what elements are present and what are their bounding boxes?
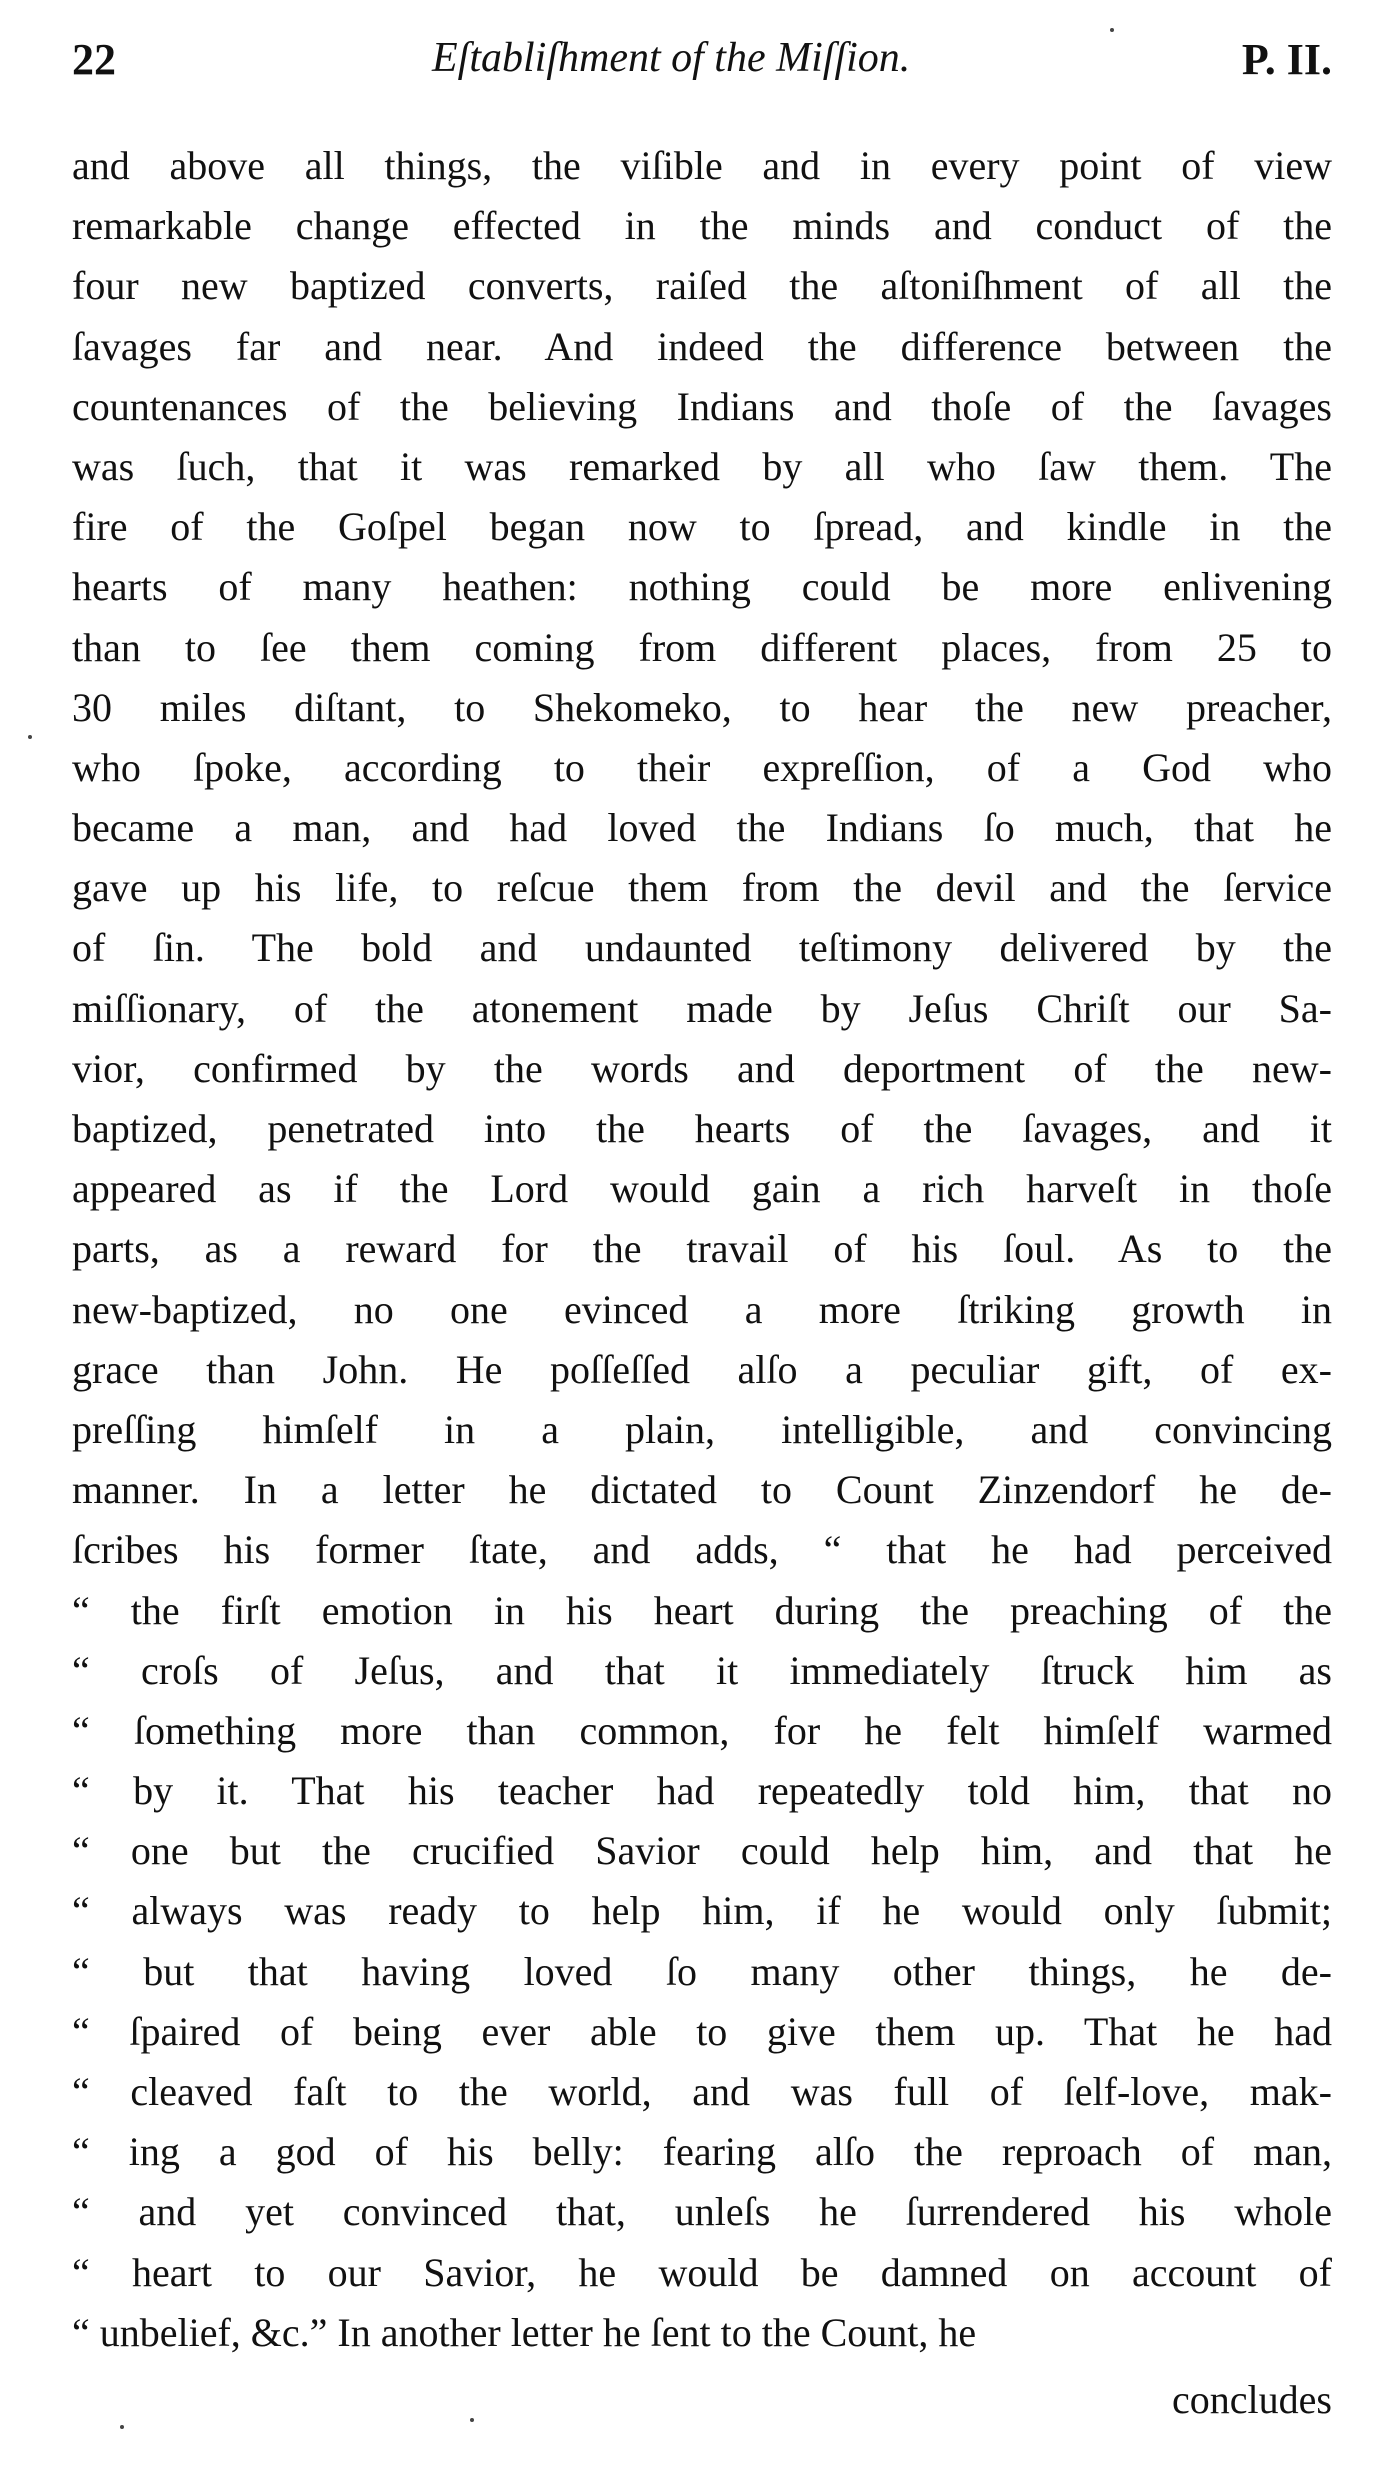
text-line: than to ſee them coming from different places, from 25 to <box>72 624 1332 670</box>
text-line: hearts of many heathen: nothing could be more enlivening <box>72 564 1332 610</box>
text-line: of ſin. The bold and undaunted teſtimony delivered by the <box>72 925 1332 971</box>
text-line: appeared as if the Lord would gain a rich harveſt in thoſe <box>72 1166 1332 1212</box>
text-line: 30 miles diſtant, to Shekomeko, to hear the new preacher, <box>72 684 1332 730</box>
text-line: grace than John. He poſſeſſed alſo a peculiar gift, of ex- <box>72 1346 1332 1392</box>
paper-speck <box>1110 28 1114 32</box>
catchword: concludes <box>1172 2377 1332 2422</box>
text-line: and above all things, the viſible and in every point of view <box>72 143 1332 188</box>
text-line: “ but that having loved ſo many other things, he de- <box>72 1948 1332 1994</box>
text-line: “ unbelief, &c.” In another letter he ſent to the Count, he <box>72 2309 977 2355</box>
text-line: “ and yet convinced that, unleſs he ſurrendered his whole <box>72 2189 1332 2235</box>
text-line: countenances of the believing Indians and thoſe of the ſavages <box>72 383 1332 429</box>
text-line: fire of the Goſpel began now to ſpread, and kindle in the <box>72 504 1332 550</box>
text-line: was ſuch, that it was remarked by all who ſaw them. The <box>72 443 1332 489</box>
text-line: “ ſpaired of being ever able to give them up. That he had <box>72 2008 1332 2054</box>
running-title: Eſtabliſhment of the Miſſion. <box>432 35 911 81</box>
text-line: “ ſomething more than common, for he felt himſelf warmed <box>72 1707 1332 1753</box>
paper-speck <box>120 2425 124 2429</box>
text-line: ſavages far and near. And indeed the difference between the <box>72 323 1332 369</box>
text-line: parts, as a reward for the travail of his ſoul. As to the <box>72 1226 1332 1272</box>
part-label: P. II. <box>1241 35 1332 84</box>
text-line: “ always was ready to help him, if he would only ſubmit; <box>72 1888 1332 1934</box>
text-line: “ croſs of Jeſus, and that it immediately ſtruck him as <box>72 1647 1332 1693</box>
text-line: gave up his life, to reſcue them from the devil and the ſervice <box>72 865 1332 911</box>
text-line: manner. In a letter he dictated to Count Zinzendorf he de- <box>72 1467 1332 1513</box>
text-line: miſſionary, of the atonement made by Jeſus Chriſt our Sa- <box>72 985 1332 1031</box>
text-line: vior, confirmed by the words and deportment of the new- <box>72 1045 1332 1091</box>
page-header <box>72 34 1332 104</box>
page-number: 22 <box>72 35 116 84</box>
text-line: “ by it. That his teacher had repeatedly told him, that no <box>72 1768 1332 1814</box>
text-line: “ the firſt emotion in his heart during the preaching of the <box>72 1587 1332 1633</box>
text-line: who ſpoke, according to their expreſſion, of a God who <box>72 744 1332 790</box>
text-line: preſſing himſelf in a plain, intelligible, and convincing <box>72 1406 1332 1452</box>
text-line: “ one but the crucified Savior could help him, and that he <box>72 1828 1332 1874</box>
text-line: “ cleaved faſt to the world, and was full of ſelf-love, mak- <box>72 2069 1332 2114</box>
text-line: baptized, penetrated into the hearts of the ſavages, and it <box>72 1106 1332 1151</box>
body-text <box>72 136 1332 2363</box>
text-line: four new baptized converts, raiſed the aſtoniſhment of all the <box>72 263 1332 309</box>
paper-speck <box>470 2418 474 2422</box>
paper-speck <box>28 735 32 739</box>
text-line: ſcribes his former ſtate, and adds, “ that he had perceived <box>72 1527 1332 1573</box>
text-line: remarkable change effected in the minds and conduct of the <box>72 203 1332 249</box>
text-line: “ heart to our Savior, he would be damned on account of <box>72 2249 1332 2295</box>
text-line: became a man, and had loved the Indians ſo much, that he <box>72 805 1332 851</box>
text-line: “ ing a god of his belly: fearing alſo the reproach of man, <box>72 2129 1332 2175</box>
text-line: new-baptized, no one evinced a more ſtriking growth in <box>72 1286 1332 1332</box>
